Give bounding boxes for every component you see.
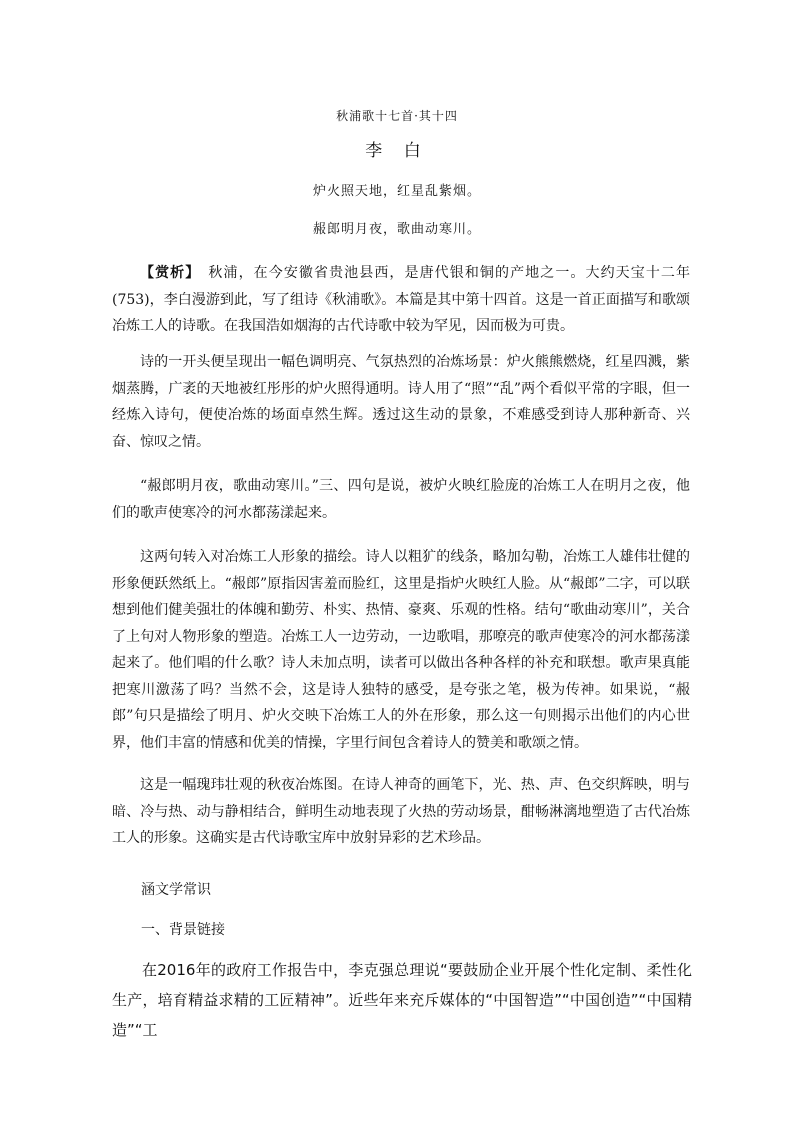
poem-title: 秋浦歌十七首·其十四	[336, 109, 458, 123]
background-paragraph: 在2016年的政府工作报告中，李克强总理说“要鼓励企业开展个性化定制、柔性化生产，培育精益求精的工匠精神”。近些年来充斥媒体的“中国智造”“中国创造”“中国精造”“工	[112, 961, 692, 1039]
analysis-tag: 【赏析】	[140, 265, 194, 281]
analysis-paragraph-3: “赧郎明月夜，歌曲动寒川。”三、四句是说，被炉火映红脸庞的冶炼工人在明月之夜，他们的歌声使寒冷的河水都荡漾起来。	[112, 478, 690, 521]
analysis-paragraph-5: 这是一幅瑰玮壮观的秋夜冶炼图。在诗人神奇的画笔下，光、热、声、色交织辉映，明与暗、冷与热、动与静相结合，鲜明生动地表现了火热的劳动场景，酣畅淋漓地塑造了古代冶炼工人的形象。这确实是古代诗歌宝库中放射异彩的艺术珍品。	[112, 777, 690, 846]
analysis-paragraph-2: 诗的一开头便呈现出一幅色调明亮、气氛热烈的冶炼场景：炉火熊熊燃烧，红星四溅，紫烟蒸腾，广袤的天地被红彤彤的炉火照得通明。诗人用了“照”“乱”两个看似平常的字眼，但一经炼入诗句，便使冶炼的场面卓然生辉。透过这生动的景象，不难感受到诗人那种新奇、兴奋、惊叹之情。	[112, 354, 690, 450]
section-heading-background: 一、背景链接	[141, 922, 225, 938]
analysis-paragraph-4: 这两句转入对冶炼工人形象的描绘。诗人以粗犷的线条，略加勾勒，冶炼工人雄伟壮健的形象便跃然纸上。“赧郎”原指因害羞而脸红，这里是指炉火映红人脸。从“赧郎”二字，可以联想到他们健美强壮的体魄和勤劳、朴实、热情、豪爽、乐观的性格。结句“歌曲动寒川”，关合了上句对人物形象的塑造。冶炼工人一边劳动，一边歌唱，那嘹亮的歌声使寒冷的河水都荡漾起来了。他们唱的什么歌？诗人未加点明，读者可以做出各种各样的补充和联想。歌声果真能把寒川激荡了吗？当然不会，这是诗人独特的感受，是夸张之笔，极为传神。如果说，“赧郎”句只是描绘了明月、炉火交映下冶炼工人的外在形象，那么这一句则揭示出他们的内心世界，他们丰富的情感和优美的情操，字里行间包含着诗人的赞美和歌颂之情。	[112, 549, 690, 751]
analysis-paragraph-1-text: 秋浦，在今安徽省贵池县西，是唐代银和铜的产地之一。大约天宝十二年(753)，李白漫游到此，写了组诗《秋浦歌》。本篇是其中第十四首。这是一首正面描写和歌颂冶炼工人的诗歌。在我国浩如烟海的古代诗歌中较为罕见，因而极为可贵。	[112, 265, 691, 334]
section-heading-literary-knowledge: 涵文学常识	[141, 882, 211, 898]
analysis-paragraph-1	[112, 260, 690, 340]
poem-line-1: 炉火照天地，红星乱紫烟。	[312, 184, 481, 199]
poem-author: 李 白	[365, 141, 429, 161]
poem-line-2: 赧郎明月夜，歌曲动寒川。	[312, 222, 481, 237]
